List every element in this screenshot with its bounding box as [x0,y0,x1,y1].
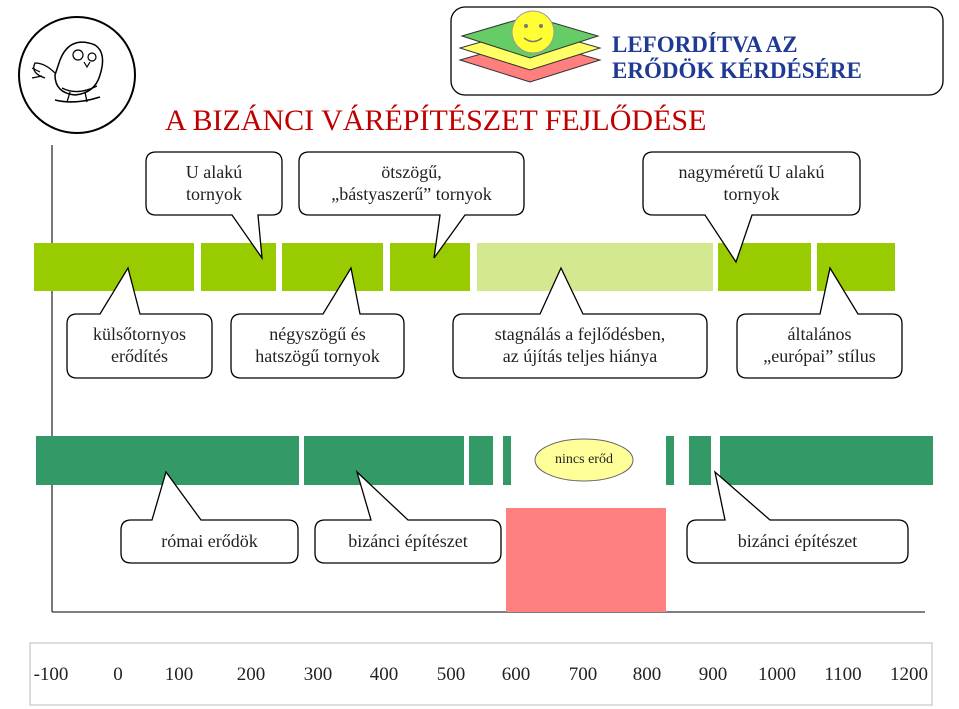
callout-text-square-hex: négyszögű és hatszögű tornyok [255,324,380,366]
axis-tick: 0 [113,664,123,685]
callout-text-european: általános „európai” stílus [763,324,876,366]
callout-text-outer-tower: külsőtornyos erődítés [92,324,186,366]
subtitle-line-1: LEFORDÍTVA AZ [612,32,798,57]
fort-bar [689,436,711,485]
fort-bar [469,436,493,485]
tower-era-bars [34,243,895,291]
tower-bar [282,243,383,291]
axis-tick: 1000 [758,664,796,685]
axis-tick: 300 [303,664,333,685]
axis-tick: 1100 [824,664,862,685]
fort-bar [503,436,511,485]
axis-tick: 200 [236,664,266,685]
cartoon-owl-icon [19,17,135,133]
page-title: A BIZÁNCI VÁRÉPÍTÉSZET FEJLŐDÉSE [165,104,707,137]
axis-tick: 600 [501,664,531,685]
callout-text-byzantine-2: bizánci építészet [737,530,858,551]
subtitle-line-2: ERŐDÖK KÉRDÉSÉRE [612,58,862,84]
callout-text-stagnation: stagnálás a fejlődésben, az újítás teljes hiánya [494,324,666,366]
callout-text-large-u-towers: nagyméretű U alakú tornyok [678,161,825,204]
callout-text-roman: római erődök [161,530,258,551]
axis-tick: 1200 [890,664,928,685]
no-fort-label: nincs erőd [555,451,613,467]
axis-tick: -100 [33,664,69,685]
axis-tick: 800 [632,664,662,685]
tower-bar [34,243,194,291]
no-fort-red-zone [506,508,666,612]
fort-bar [666,436,674,485]
callout-text-u-towers: U alakú tornyok [185,161,243,204]
axis-tick: 700 [568,664,598,685]
axis-tick: 500 [436,664,466,685]
fort-bar [720,436,933,485]
tower-bar-stagnation [477,243,713,291]
fort-bar [304,436,464,485]
axis-tick: 400 [369,664,399,685]
axis-tick: 900 [698,664,728,685]
axis-tick: 100 [164,664,194,685]
callout-text-pentagon-towers: ötszögű, „bástyaszerű” tornyok [331,161,492,204]
tower-bar [201,243,276,291]
callout-text-byzantine-1: bizánci építészet [348,530,468,551]
subtitle [612,32,892,85]
tower-bar [390,243,470,291]
